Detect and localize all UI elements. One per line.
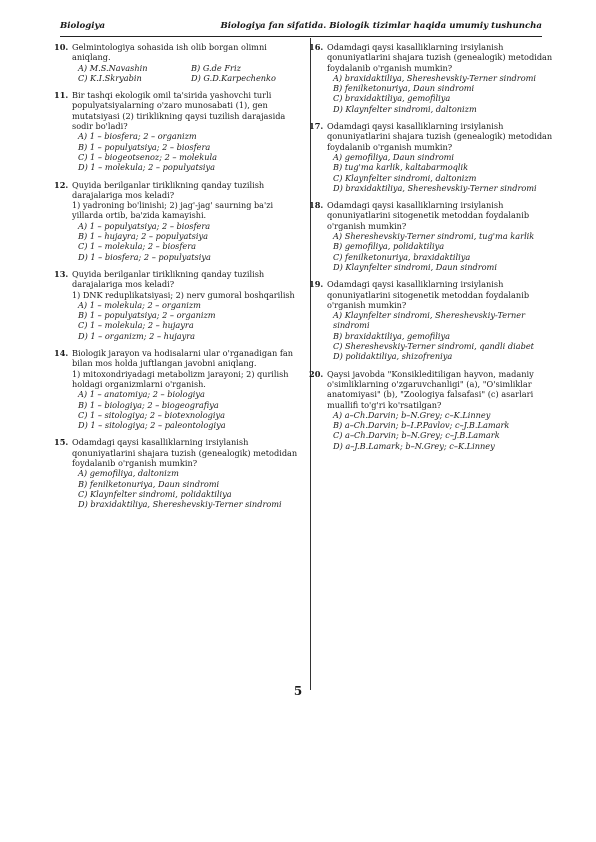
answer-option: C) 1 – sitologiya; 2 – biotexnologiya	[78, 409, 226, 420]
answer-option: B) braxidaktiliya, gemofiliya	[333, 330, 451, 341]
answer-option: C) Klaynfelter sindromi, daltonizm	[333, 172, 477, 183]
answer-option: A) 1 – biosfera; 2 – organizm	[78, 131, 197, 142]
answer-options	[78, 131, 300, 172]
answer-option: A) Klaynfelter sindromi, Shereshevskiy-Terner sindromi	[333, 310, 526, 331]
answer-options	[78, 468, 300, 509]
header-subject: Biologiya	[60, 21, 106, 31]
answer-option: B) 1 – populyatsiya; 2 – organizm	[78, 310, 216, 321]
answer-options	[333, 410, 555, 451]
question-item	[309, 279, 555, 362]
question-item	[54, 437, 300, 510]
answer-option: D) polidaktiliya, shizofreniya	[333, 351, 453, 362]
question-item	[309, 368, 555, 451]
question-item	[54, 90, 300, 173]
answer-option: D) 1 – biosfera; 2 – populyatsiya	[78, 251, 211, 262]
answer-option: B) tug'ma karlik, kaltabarmoqlik	[333, 162, 469, 173]
answer-options	[78, 221, 300, 262]
question-number: 11.	[54, 90, 69, 101]
answer-option: A) M.S.Navashin	[78, 62, 148, 73]
question-item	[54, 42, 300, 83]
question-number: 19.	[309, 279, 324, 290]
answer-option: A) 1 – anatomiya; 2 – biologiya	[78, 389, 205, 400]
answer-option: B) fenilketonuriya, Daun sindromi	[333, 83, 475, 94]
page-header	[60, 18, 542, 37]
question-item	[54, 268, 300, 341]
answer-option: B) 1 – hujayra; 2 – populyatsiya	[78, 231, 209, 242]
question-stem: Odamdagi qaysi kasalliklarning irsiylanish qonuniyatlarini shajara tuzish (genealogik) metodidan foydalanib o'rganish mumkin?	[327, 121, 553, 152]
question-stem: Gelmintologiya sohasida ish olib borgan olimni aniqlang.	[72, 42, 267, 63]
question-number: 16.	[309, 42, 324, 52]
question-item	[54, 348, 300, 431]
answer-option: B) a–Ch.Darvin; b–I.P.Pavlov; c–J.B.Lamark	[333, 420, 510, 431]
answer-option: B) fenilketonuriya, Daun sindromi	[78, 478, 220, 489]
answer-option: A) a–Ch.Darvin; b–N.Grey; c–K.Linney	[333, 409, 491, 420]
answer-option: C) Shereshevskiy-Terner sindromi, qandli diabet	[333, 341, 534, 352]
question-stem: Odamdagi qaysi kasalliklarning irsiylanish qonuniyatlarini shajara tuzish (genealogik) metodidan foydalanib o'rganish mumkin?	[327, 42, 553, 73]
question-number: 18.	[309, 200, 324, 211]
question-stem: Bir tashqi ekologik omil ta'sirida yashovchi turli populyatsiyalarning o'zaro munosabati (1), gen mutatsiyasi (2) tiriklikning qaysi tuzilish darajasida sodir bo'ladi?	[72, 90, 286, 132]
answer-option: A) 1 – molekula; 2 – organizm	[78, 299, 201, 310]
question-stem: Odamdagi qaysi kasalliklarning irsiylanish qonuniyatlarini sitogenetik metoddan foydalanib o'rganish mumkin?	[327, 279, 530, 310]
question-item	[309, 121, 555, 193]
question-number: 17.	[309, 121, 324, 132]
answer-option: B) gemofiliya, polidaktiliya	[333, 241, 445, 252]
question-context: 1) mitoxondriyadagi metabolizm jarayoni; 2) qurilish holdagi organizmlarni o'rganish.	[72, 368, 289, 389]
question-stem: Quyida berilganlar tiriklikning qanday tuzilish darajalariga mos keladi?	[72, 179, 265, 200]
answer-option: C) fenilketonuriya, braxidaktiliya	[333, 251, 471, 262]
question-item	[309, 200, 555, 272]
question-number: 14.	[54, 348, 69, 359]
answer-option: D) G.D.Karpechenko	[191, 72, 276, 83]
answer-option: A) gemofiliya, daltonizm	[78, 468, 179, 479]
question-stem: Qaysi javobda "Konsikleditiligan hayvon, madaniy o'simliklarning o'zgaruvchanligi" (a), "O'simliklar anatomiyasi" (b), "Zoologiya falsafasi" (c) asarlari muallifi to'g'ri ko'rsatilgan?	[327, 368, 534, 410]
answer-option: D) 1 – molekula; 2 – populyatsiya	[78, 162, 216, 173]
answer-options	[333, 152, 555, 193]
answer-option: D) Klaynfelter sindromi, daltonizm	[333, 103, 477, 114]
question-number: 10.	[54, 42, 69, 52]
answer-option: D) a–J.B.Lamark; b–N.Grey; c–K.Linney	[333, 440, 495, 451]
answer-options	[333, 231, 555, 272]
answer-option: B) G.de Friz	[191, 62, 241, 73]
answer-option: B) 1 – biologiya; 2 – biogeografiya	[78, 399, 219, 410]
answer-option: D) 1 – sitologiya; 2 – paleontologiya	[78, 420, 226, 431]
answer-option: D) 1 – organizm; 2 – hujayra	[78, 330, 196, 341]
answer-option: C) 1 – molekula; 2 – hujayra	[78, 320, 194, 331]
question-context: 1) DNK reduplikatsiyasi; 2) nerv gumoral boshqarilish	[72, 289, 295, 300]
answer-option: C) Klaynfelter sindromi, polidaktiliya	[78, 488, 232, 499]
answer-option: C) K.I.Skryabin	[78, 72, 142, 83]
left-column	[54, 42, 300, 516]
header-title: Biologiya fan sifatida. Biologik tizimlar haqida umumiy tushuncha	[220, 21, 542, 31]
answer-options	[333, 310, 555, 361]
question-context: 1) yadroning bo'linishi; 2) jag'-jag' saurning ba'zi yillarda ortib, ba'zida kamayishi.	[72, 200, 274, 221]
column-divider	[310, 38, 311, 690]
question-item	[309, 42, 555, 114]
page-number: 5	[293, 684, 303, 698]
answer-options	[78, 63, 300, 84]
answer-options	[78, 389, 300, 430]
question-number: 12.	[54, 179, 69, 190]
answer-option: A) braxidaktiliya, Shereshevskiy-Terner sindromi	[333, 72, 537, 83]
question-number: 20.	[309, 368, 324, 379]
right-column	[309, 42, 555, 458]
answer-option: C) a–Ch.Darvin; b–N.Grey; c–J.B.Lamark	[333, 430, 500, 441]
question-item	[54, 179, 300, 262]
question-stem: Quyida berilganlar tiriklikning qanday tuzilish darajalariga mos keladi?	[72, 268, 265, 290]
answer-option: B) 1 – populyatsiya; 2 – biosfera	[78, 141, 211, 152]
answer-option: C) 1 – biogeotsenoz; 2 – molekula	[78, 151, 217, 162]
answer-option: A) 1 – populyatsiya; 2 – biosfera	[78, 220, 211, 231]
answer-option: C) 1 – molekula; 2 – biosfera	[78, 241, 196, 252]
question-number: 15.	[54, 437, 69, 448]
question-stem: Biologik jarayon va hodisalarni ular o'rganadigan fan bilan mos holda juftlangan javobni aniqlang.	[72, 348, 294, 369]
answer-option: A) gemofiliya, Daun sindromi	[333, 151, 455, 162]
question-stem: Odamdagi qaysi kasalliklarning irsiylanish qonuniyatlarini shajara tuzish (genealogik) metodidan foydalanib o'rganish mumkin?	[72, 437, 298, 468]
answer-options	[333, 73, 555, 114]
answer-option: D) braxidaktiliya, Shereshevskiy-Terner sindromi	[333, 182, 537, 193]
answer-option: A) Shereshevskiy-Terner sindromi, tug'ma karlik	[333, 231, 535, 242]
answer-option: D) braxidaktiliya, Shereshevskiy-Terner sindromi	[78, 499, 282, 510]
question-number: 13.	[54, 268, 69, 279]
answer-options	[78, 300, 300, 341]
question-stem: Odamdagi qaysi kasalliklarning irsiylanish qonuniyatlarini sitogenetik metoddan foydalanib o'rganish mumkin?	[327, 200, 530, 231]
answer-option: D) Klaynfelter sindromi, Daun sindromi	[333, 261, 497, 272]
answer-option: C) braxidaktiliya, gemofiliya	[333, 93, 451, 104]
